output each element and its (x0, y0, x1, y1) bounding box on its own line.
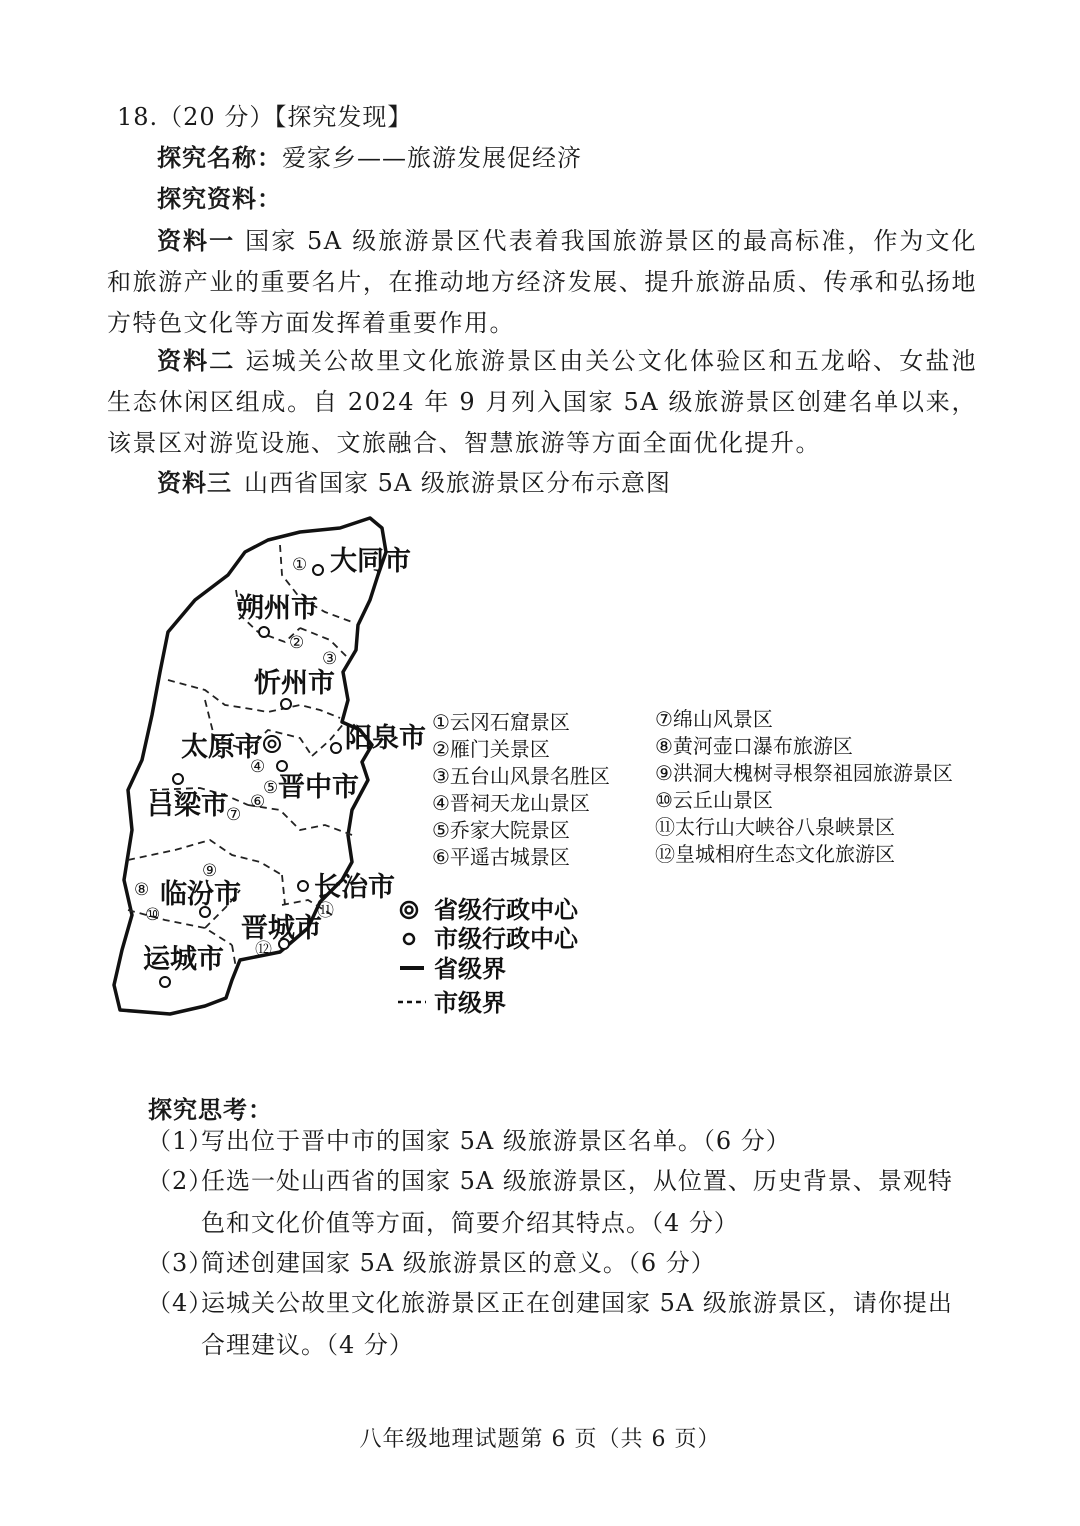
city-label-datong: 大同市 (330, 546, 411, 577)
legend-city-center: 市级行政中心 (434, 925, 578, 953)
scenic-marker-8: ⑧ (134, 880, 150, 900)
material-1-lead: 资料一 (157, 226, 236, 255)
scenic-item-10: ⑩云丘山景区 (655, 788, 773, 812)
city-label-changzhi: 长治市 (314, 872, 395, 903)
legend-provincial-symbol-inner (406, 907, 413, 914)
yangquan-center (331, 743, 341, 753)
scenic-item-9: ⑨洪洞大槐树寻根祭祖园旅游景区 (655, 761, 953, 785)
xinzhou-center (281, 699, 291, 709)
material-2-text: 运城关公故里文化旅游景区由关公文化体验区和五龙峪、女盐池生态休闲区组成。自 2024 年 9 月列入国家 5A 级旅游景区创建名单以来，该景区对游览设施、文旅融合、智慧旅游等方面全面优化提升。 (107, 347, 978, 457)
city-label-lvliang: 吕梁市 (147, 790, 228, 821)
question-2-text: 任选一处山西省的国家 5A 级旅游景区，从位置、历史背景、景观特 (201, 1167, 953, 1195)
changzhi-center (298, 881, 308, 891)
question-2-continuation: 色和文化价值等方面，简要介绍其特点。（4 分） (201, 1209, 739, 1237)
scenic-marker-4: ④ (250, 757, 266, 777)
material-3-text: 山西省国家 5A 级旅游景区分布示意图 (244, 469, 671, 497)
thinking-label: 探究思考： (148, 1095, 273, 1124)
jinzhong-center (277, 761, 287, 771)
material-2-lead: 资料二 (157, 346, 236, 375)
material-2 (107, 340, 977, 464)
city-label-jinzhong: 晋中市 (278, 772, 359, 803)
topic-label: 探究名称： (157, 143, 282, 172)
question-3-text: 简述创建国家 5A 级旅游景区的意义。（6 分） (201, 1249, 716, 1277)
question-2 (147, 1160, 953, 1244)
city-label-linfen: 临汾市 (160, 879, 241, 910)
scenic-item-8: ⑧黄河壶口瀑布旅游区 (655, 734, 853, 758)
material-1-text: 国家 5A 级旅游景区代表着我国旅游景区的最高标准，作为文化和旅游产业的重要名片，在推动地方经济发展、提升旅游品质、传承和弘扬地方特色文化等方面发挥着重要作用。 (107, 227, 978, 337)
question-1 (147, 1120, 791, 1162)
city-label-jincheng: 晋城市 (241, 913, 322, 944)
yuncheng-center (160, 977, 170, 987)
lvliang-center (173, 774, 183, 784)
scenic-marker-5: ⑤ (263, 778, 279, 798)
material-label: 探究资料： (157, 184, 282, 213)
scenic-item-11: ⑪太行山大峡谷八泉峡景区 (655, 815, 895, 839)
datong-center (313, 565, 323, 575)
material-3-lead: 资料三 (157, 468, 232, 497)
material-3 (157, 466, 671, 500)
legend-city-symbol (404, 934, 414, 944)
scenic-marker-1: ① (292, 555, 308, 575)
city-label-taiyuan: 太原市 (181, 732, 262, 763)
scenic-item-4: ④晋祠天龙山景区 (432, 791, 590, 815)
legend-provincial-center: 省级行政中心 (434, 896, 578, 924)
scenic-marker-10: ⑩ (145, 905, 161, 925)
question-4-text: 运城关公故里文化旅游景区正在创建国家 5A 级旅游景区，请你提出 (201, 1289, 953, 1317)
legend-city-border: 市级界 (434, 989, 506, 1017)
scenic-marker-6: ⑥ (250, 792, 266, 812)
scenic-marker-12: ⑫ (255, 940, 272, 960)
topic-value: 爱家乡——旅游发展促经济 (282, 144, 582, 172)
city-label-yuncheng: 运城市 (143, 944, 224, 975)
question-2-number: （2） (147, 1167, 214, 1195)
legend (398, 902, 426, 1002)
scenic-marker-3: ③ (322, 649, 338, 669)
question-4-continuation: 合理建议。（4 分） (201, 1331, 414, 1359)
taiyuan-center-inner (269, 741, 276, 748)
scenic-marker-9: ⑨ (202, 861, 218, 881)
scenic-item-7: ⑦绵山风景区 (655, 707, 773, 731)
city-label-xinzhou: 忻州市 (254, 668, 335, 699)
city-label-shuozhou: 朔州市 (237, 593, 318, 624)
question-4 (147, 1282, 953, 1366)
page-footer: 八年级地理试题第 6 页（共 6 页） (359, 1427, 721, 1452)
scenic-marker-11: ⑪ (317, 901, 334, 921)
question-number: 18.（20 分）【探究发现】 (117, 103, 413, 131)
scenic-item-5: ⑤乔家大院景区 (432, 818, 570, 842)
scenic-item-1: ①云冈石窟景区 (432, 710, 570, 734)
topic-line (157, 141, 582, 175)
shuozhou-center (259, 627, 269, 637)
question-3-number: （3） (147, 1249, 214, 1277)
shanxi-map (100, 505, 1000, 1035)
material-1 (107, 220, 977, 344)
question-1-number: （1） (147, 1127, 214, 1155)
legend-province-border: 省级界 (434, 955, 506, 983)
scenic-item-6: ⑥平遥古城景区 (432, 845, 570, 869)
question-3 (147, 1242, 716, 1284)
scenic-item-2: ②雁门关景区 (432, 737, 550, 761)
question-1-text: 写出位于晋中市的国家 5A 级旅游景区名单。（6 分） (201, 1127, 791, 1155)
city-label-yangquan: 阳泉市 (345, 723, 426, 754)
scenic-marker-7: ⑦ (226, 805, 242, 825)
question-4-number: （4） (147, 1289, 214, 1317)
scenic-item-3: ③五台山风景名胜区 (432, 764, 610, 788)
scenic-item-12: ⑫皇城相府生态文化旅游区 (655, 842, 895, 866)
scenic-marker-2: ② (289, 633, 305, 653)
